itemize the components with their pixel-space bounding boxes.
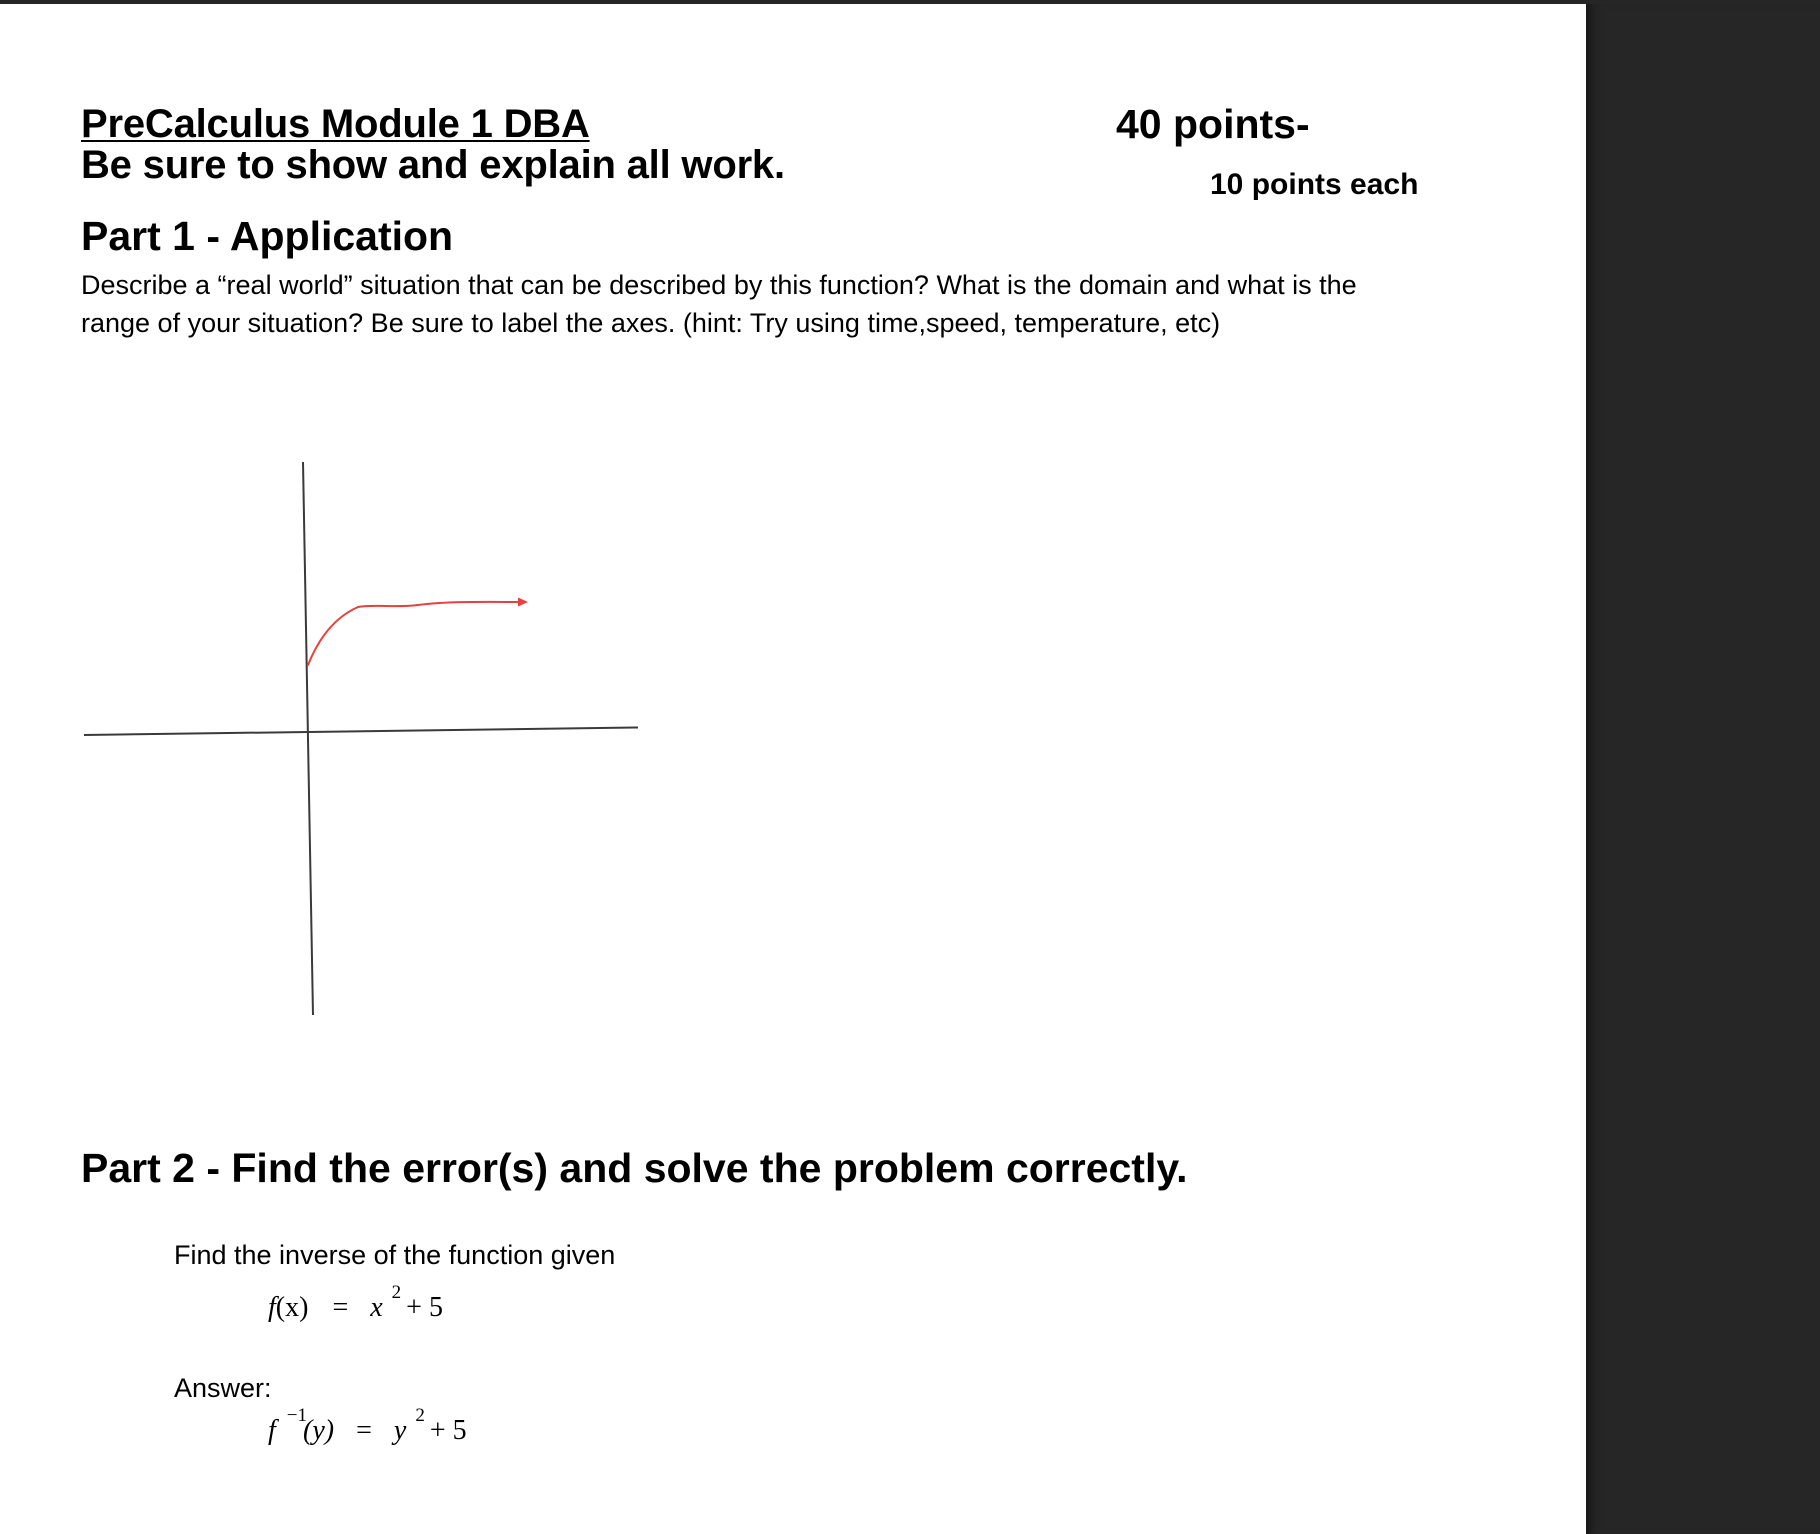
x-axis — [84, 728, 638, 736]
eq-func: f — [268, 1292, 276, 1323]
eq-exponent: 2 — [391, 1282, 402, 1303]
document-page — [0, 4, 1586, 1534]
ans-func: f — [268, 1415, 276, 1446]
curve-arrowhead-icon — [518, 598, 528, 607]
part1-description-line: range of your situation? Be sure to label the axes. (hint: Try using time,speed, temperature, etc) — [81, 308, 1221, 338]
eq-rest: + 5 — [406, 1292, 443, 1323]
answer-label: Answer: — [174, 1373, 272, 1403]
eq-equals: = — [332, 1292, 349, 1323]
ans-exponent: 2 — [415, 1405, 425, 1426]
part1-description-line: Describe a “real world” situation that can be described by this function? What is the domain and what is the — [81, 270, 1357, 300]
eq-var: x — [370, 1292, 383, 1323]
function-curve — [308, 602, 520, 665]
viewer-side-panel — [1586, 4, 1820, 1534]
ans-rest: + 5 — [429, 1415, 467, 1446]
part2-heading: Part 2 - Find the error(s) and solve the problem correctly. — [81, 1145, 1188, 1191]
eq-arg: (x) — [275, 1292, 309, 1323]
points-each: 10 points each — [1210, 168, 1419, 201]
points-total: 40 points- — [1116, 101, 1310, 147]
part2-prompt: Find the inverse of the function given — [174, 1240, 616, 1270]
ans-arg: (y) — [303, 1415, 335, 1446]
function-graph — [0, 4, 1586, 1534]
y-axis — [303, 462, 313, 1015]
given-equation — [268, 1282, 443, 1328]
part1-heading: Part 1 - Application — [81, 213, 454, 259]
document-title: PreCalculus Module 1 DBA — [81, 102, 590, 146]
answer-equation — [268, 1405, 467, 1451]
ans-equals: = — [356, 1415, 372, 1446]
ans-var: y — [393, 1415, 407, 1446]
document-instructions: Be sure to show and explain all work. — [81, 143, 785, 187]
ans-func-exponent: −1 — [286, 1405, 307, 1426]
